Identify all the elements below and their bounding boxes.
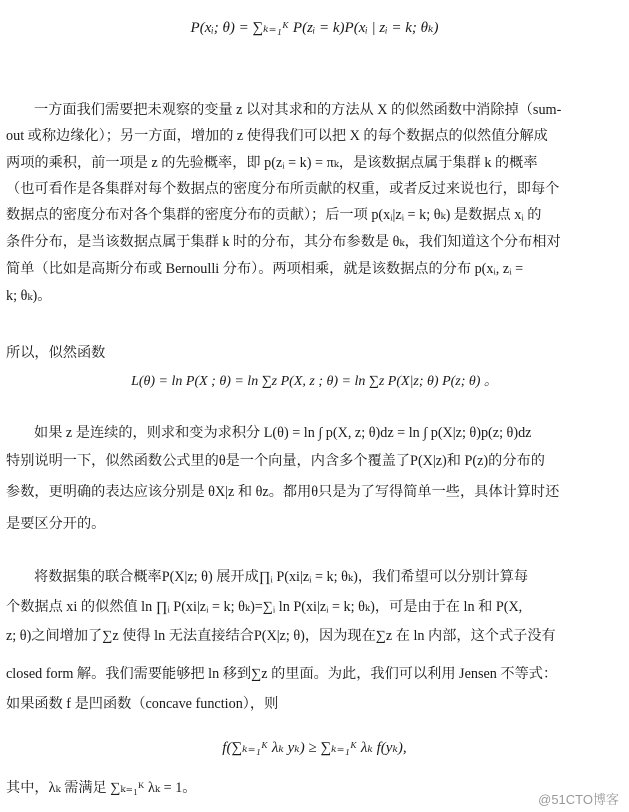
- equation-jensen: f(∑ₖ₌₁ᴷ λₖ yₖ) ≥ ∑ₖ₌₁ᴷ λₖ f(yₖ),: [222, 740, 407, 756]
- para1-line: k; θₖ)。: [6, 288, 52, 304]
- para3-line: 将数据集的联合概率P(X|z; θ) 展开成∏ᵢ P(xi|zᵢ = k; θₖ)，我们希望可以分别计算每: [34, 569, 529, 585]
- para1-line: 简单（比如是高斯分布或 Bernoulli 分布）。两项相乘，就是该数据点的分布 p(xᵢ, zᵢ =: [6, 261, 524, 277]
- para2-line: 是要区分开的。: [6, 516, 106, 532]
- watermark: @51CTO博客: [538, 792, 619, 807]
- para1-line: 一方面我们需要把未观察的变量 z 以对其求和的方法从 X 的似然函数中消除掉（sum-: [34, 102, 562, 118]
- para1-line: 两项的乘积，前一项是 z 的先验概率，即 p(zᵢ = k) = πₖ，是该数据点属于集群 k 的概率: [6, 155, 538, 171]
- constraint-line: 其中，λₖ 需满足 ∑ₖ₌₁ᴷ λₖ = 1。: [6, 780, 197, 796]
- likelihood-intro: 所以，似然函数: [6, 345, 106, 361]
- equation-mixture: P(xᵢ; θ) = ∑ₖ₌₁ᴷ P(zᵢ = k)P(xᵢ | zᵢ = k; θₖ): [190, 20, 439, 36]
- para3-line: 个数据点 xi 的似然值 ln ∏ᵢ P(xi|zᵢ = k; θₖ)=∑ᵢ ln P(xi|zᵢ = k; θₖ)，可是由于在 ln 和 P(X,: [6, 599, 523, 615]
- para3-line: 如果函数 f 是凹函数（concave function），则: [6, 696, 279, 712]
- para2-line: 如果 z 是连续的，则求和变为求积分 L(θ) = ln ∫ p(X, z; θ)dz = ln ∫ p(X|z; θ)p(z; θ)dz: [34, 425, 532, 441]
- para3-line: z; θ)之间增加了∑z 使得 ln 无法直接结合P(X|z; θ)，因为现在∑z 在 ln 内部，这个式子没有: [6, 628, 556, 644]
- para1-line: 条件分布，是当该数据点属于集群 k 时的分布，其分布参数是 θₖ，我们知道这个分布相对: [6, 234, 561, 250]
- para2-line: 参数，更明确的表达应该分别是 θX|z 和 θz。都用θ只是为了写得简单一些，具体计算时还: [6, 484, 560, 500]
- equation-likelihood: L(θ) = ln P(X ; θ) = ln ∑z P(X, z ; θ) = ln ∑z P(X|z; θ) P(z; θ) 。: [131, 374, 498, 389]
- para1-line: （也可看作是各集群对每个数据点的密度分布所贡献的权重，或者反过来说也行，即每个: [6, 181, 560, 197]
- para1-line: out 或称边缘化）；另一方面，增加的 z 使得我们可以把 X 的每个数据点的似然值分解成: [6, 128, 548, 144]
- para1-line: 数据点的密度分布对各个集群的密度分布的贡献）；后一项 p(xᵢ|zᵢ = k; θₖ) 是数据点 xᵢ 的: [6, 207, 542, 223]
- para3-line: closed form 解。我们需要能够把 ln 移到∑z 的里面。为此，我们可以利用 Jensen 不等式：: [6, 666, 558, 682]
- para2-line: 特别说明一下，似然函数公式里的θ是一个向量，内含多个覆盖了P(X|z)和 P(z)的分布的: [6, 453, 545, 469]
